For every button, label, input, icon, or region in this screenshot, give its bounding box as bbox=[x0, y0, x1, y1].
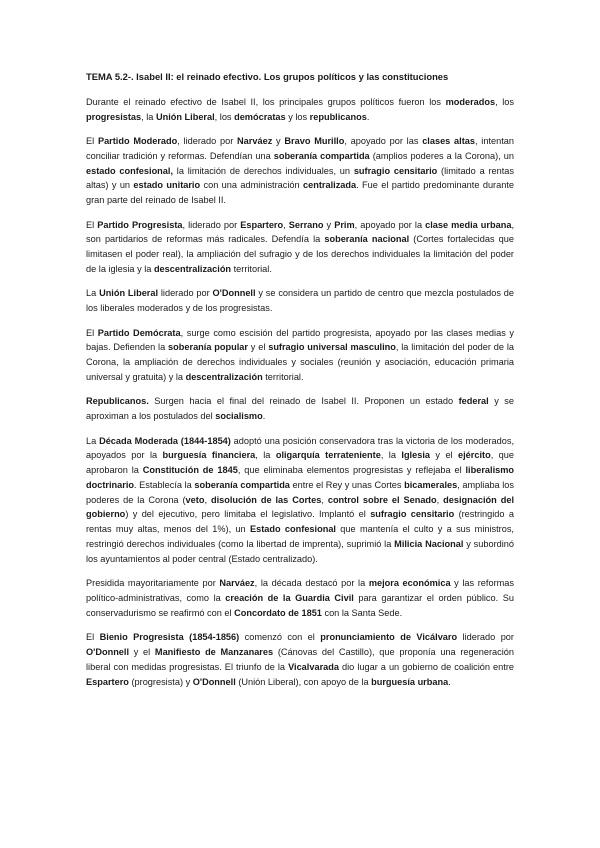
text-run: y el bbox=[247, 342, 269, 353]
bold-term: burguesía financiera bbox=[162, 450, 256, 461]
bold-term: veto bbox=[185, 494, 205, 505]
bold-term: Bienio Progresista (1854-1856) bbox=[99, 632, 240, 643]
text-run: para garantizar el orden público. Su conservadurismo se reafirmó con el bbox=[86, 593, 514, 618]
text-run: , intentan conciliar tradición y reformas. Defendían una bbox=[86, 135, 514, 161]
bold-term: demócratas bbox=[234, 111, 286, 122]
bold-term: Unión Liberal bbox=[155, 111, 215, 122]
text-run: (Cánovas del Castillo), que proponía una regeneración liberal con medidas progresistas. El triunfo de la bbox=[86, 647, 514, 672]
paragraph-7 bbox=[86, 434, 514, 567]
document-body bbox=[86, 95, 514, 690]
bold-term: Partido Demócrata bbox=[97, 327, 181, 338]
text-run: , la década destacó por la bbox=[254, 578, 369, 589]
text-run: El bbox=[86, 135, 98, 146]
bold-term: estado unitario bbox=[133, 180, 201, 191]
bold-term: descentralización bbox=[153, 263, 232, 274]
bold-term: O'Donnell bbox=[212, 288, 256, 299]
document-page bbox=[86, 70, 514, 699]
bold-term: Partido Progresista bbox=[97, 219, 183, 230]
text-run: ) y del ejecutivo, pero limitaba el legislativo. Implantó el bbox=[125, 509, 371, 520]
paragraph-5 bbox=[86, 326, 514, 385]
text-run: , apoyado por la bbox=[354, 219, 426, 230]
text-run: con la Santa Sede. bbox=[321, 607, 403, 618]
bold-term: Iglesia bbox=[401, 450, 430, 461]
bold-term: soberanía popular bbox=[168, 342, 248, 353]
bold-term: O'Donnell bbox=[192, 676, 236, 687]
text-run: . bbox=[262, 411, 266, 422]
bold-term: sufragio censitario bbox=[370, 509, 455, 520]
text-run: , son partidarios de reformas más radicales. Defendía la bbox=[86, 219, 514, 245]
paragraph-6 bbox=[86, 394, 514, 424]
bold-term: disolución de las Cortes bbox=[210, 494, 322, 505]
text-run: , apoyado por las bbox=[344, 135, 423, 146]
text-run: liderado por bbox=[158, 288, 213, 299]
bold-term: Narváez bbox=[237, 135, 273, 146]
bold-term: Vicalvarada bbox=[288, 661, 339, 672]
paragraph-9 bbox=[86, 630, 514, 689]
text-run: , la bbox=[141, 111, 156, 122]
bold-term: creación de la Guardia Civil bbox=[225, 593, 354, 604]
text-run: , bbox=[283, 219, 289, 230]
text-run: El bbox=[86, 632, 100, 643]
text-run: , surge como escisión del partido progresista, apoyado por las clases medias y bajas. Defienden la bbox=[86, 327, 514, 353]
text-run: El bbox=[86, 327, 98, 338]
paragraph-4 bbox=[86, 286, 514, 316]
bold-term: Década Moderada (1844-1854) bbox=[99, 435, 231, 446]
text-run: con una administración bbox=[200, 180, 304, 191]
text-run: Presidida mayoritariamente por bbox=[86, 578, 220, 589]
text-run: . bbox=[366, 111, 370, 122]
bold-term: Manifiesto de Manzanares bbox=[154, 647, 274, 658]
text-run: , la bbox=[380, 450, 402, 461]
text-run: , ampliaba los poderes de la Corona ( bbox=[86, 479, 515, 505]
bold-term: federal bbox=[458, 396, 489, 407]
bold-term: Bravo Murillo bbox=[284, 135, 345, 146]
text-run: y los bbox=[285, 111, 310, 122]
text-run: (limitado a rentas altas) y un bbox=[86, 165, 515, 191]
text-run: Surgen hacia el final del reinado de Isabel II. Proponen un estado bbox=[148, 396, 459, 407]
bold-term: burguesía urbana bbox=[371, 676, 449, 687]
bold-term: progresistas bbox=[86, 111, 142, 122]
text-run: entre el Rey y unas Cortes bbox=[289, 479, 405, 490]
text-run: y bbox=[272, 135, 285, 146]
text-run: adoptó una posición conservadora tras la victoria de los moderados, apoyados por la bbox=[86, 435, 514, 461]
bold-term: Partido Moderado bbox=[97, 135, 178, 146]
paragraph-8 bbox=[86, 576, 514, 620]
text-run: . Establecía la bbox=[133, 479, 195, 490]
bold-term: O'Donnell bbox=[86, 647, 130, 658]
bold-term: Serrano bbox=[288, 219, 324, 230]
bold-term: Espartero bbox=[240, 219, 284, 230]
bold-term: republicanos bbox=[309, 111, 367, 122]
text-run: dio lugar a un gobierno de coalición entre bbox=[338, 661, 514, 672]
bold-term: designación del gobierno bbox=[86, 494, 514, 520]
text-run: , bbox=[204, 494, 211, 505]
text-run: , la limitación del poder de la Corona, la ampliación de derechos individuales y sociales (reunión y asociación, educación primaria universal y gratuita) y la bbox=[86, 342, 514, 382]
text-run: comenzó con el bbox=[239, 632, 321, 643]
paragraph-2 bbox=[86, 134, 514, 208]
text-run: La bbox=[86, 435, 100, 446]
bold-term: descentralización bbox=[185, 371, 263, 382]
bold-term: bicamerales bbox=[404, 479, 458, 490]
bold-term: control sobre el Senado bbox=[327, 494, 437, 505]
text-run: (restringido a rentas muy altas, menos del 1%), un bbox=[86, 509, 514, 535]
text-run: (Unión Liberal), con apoyo de la bbox=[235, 676, 372, 687]
bold-term: pronunciamiento de Vicálvaro bbox=[320, 632, 458, 643]
bold-term: oligarquía terrateniente bbox=[275, 450, 381, 461]
bold-term: Estado confesional bbox=[249, 524, 336, 535]
bold-term: estado confesional, bbox=[86, 165, 174, 176]
bold-term: soberanía compartida bbox=[273, 150, 370, 161]
bold-term: soberanía compartida bbox=[194, 479, 290, 490]
text-run: , los bbox=[214, 111, 235, 122]
text-run: territorial. bbox=[231, 263, 272, 274]
bold-term: soberanía nacional bbox=[324, 234, 410, 245]
text-run: . bbox=[448, 676, 451, 687]
bold-term: mejora económica bbox=[368, 578, 451, 589]
bold-term: Milicia Nacional bbox=[394, 539, 464, 550]
bold-term: sufragio universal masculino bbox=[268, 342, 396, 353]
bold-term: sufragio censitario bbox=[353, 165, 438, 176]
bold-term: liberalismo doctrinario bbox=[86, 465, 515, 490]
text-run: , liderado por bbox=[182, 219, 241, 230]
bold-term: Espartero bbox=[86, 676, 129, 687]
text-run: que mantenía el culto y a sus ministros, restringió derechos individuales (como la libertad de imprenta), suprimió la bbox=[86, 524, 514, 550]
text-run: y las reformas político-administrativas, como la bbox=[86, 578, 514, 604]
text-run: la limitación de derechos individuales, un bbox=[173, 165, 354, 176]
bold-term: Republicanos. bbox=[86, 396, 149, 407]
bold-term: clases altas bbox=[422, 135, 475, 146]
document-title: TEMA 5.2-. Isabel II: el reinado efectivo. Los grupos políticos y las constituciones bbox=[86, 71, 449, 82]
text-run: , liderado por bbox=[177, 135, 238, 146]
text-run: , bbox=[321, 494, 328, 505]
text-run: , bbox=[436, 494, 444, 505]
bold-term: socialismo bbox=[215, 411, 263, 422]
text-run: y el bbox=[430, 450, 459, 461]
text-run: (Cortes fortalecidas que limitasen el poder real), la ampliación del sufragio y de los derechos individuales la limitación del poder de la iglesia y la bbox=[86, 234, 514, 274]
bold-term: ejército bbox=[458, 450, 491, 461]
text-run: . Fue el partido predominante durante gran parte del reinado de Isabel II. bbox=[86, 180, 514, 206]
text-run: y se aproximan a los postulados del bbox=[86, 396, 514, 422]
text-run: y bbox=[323, 219, 335, 230]
text-run: , los bbox=[495, 96, 514, 107]
bold-term: clase media urbana bbox=[425, 219, 512, 230]
bold-term: Narváez bbox=[219, 578, 255, 589]
text-run: La bbox=[86, 288, 100, 299]
text-run: El bbox=[86, 219, 98, 230]
text-run: , que aprobaron la bbox=[86, 450, 515, 476]
text-run: (amplios poderes a la Corona), un bbox=[369, 150, 514, 161]
text-run: y se considera un partido de centro que mezcla postulados de los liberales moderados y de los progresistas. bbox=[86, 288, 514, 314]
bold-term: moderados bbox=[445, 96, 496, 107]
bold-term: Unión Liberal bbox=[99, 288, 159, 299]
text-run: Durante el reinado efectivo de Isabel II, los principales grupos políticos fueron los bbox=[86, 96, 446, 107]
text-run: y subordinó los ayuntamientos al poder central (Estado centralizado). bbox=[86, 539, 514, 564]
text-run: y el bbox=[129, 647, 155, 658]
bold-term: Constitución de 1845 bbox=[142, 465, 238, 476]
bold-term: centralizada bbox=[303, 180, 357, 191]
text-run: (progresista) y bbox=[128, 676, 193, 687]
paragraph-1 bbox=[86, 95, 514, 125]
bold-term: Prim bbox=[334, 219, 355, 230]
text-run: territorial. bbox=[262, 371, 304, 382]
text-run: , la bbox=[255, 450, 276, 461]
bold-term: Concordato de 1851 bbox=[234, 607, 322, 618]
text-run: liderado por bbox=[457, 632, 514, 643]
paragraph-3 bbox=[86, 218, 514, 277]
text-run: , que eliminaba elementos progresistas y reflejaba el bbox=[237, 465, 466, 476]
